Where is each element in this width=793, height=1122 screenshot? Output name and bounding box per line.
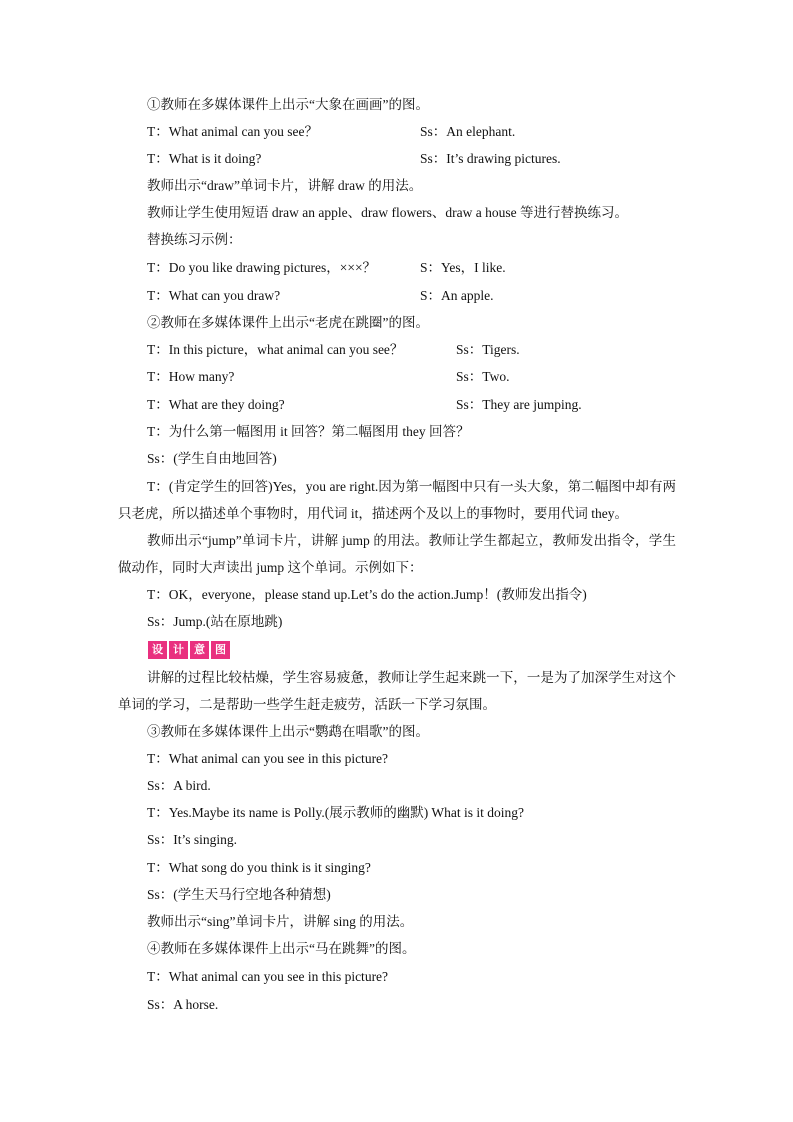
dialogue-teacher: T：Do you like drawing pictures，×××？ [147, 260, 377, 275]
dialogue-teacher: T：How many? [147, 369, 235, 384]
dialogue-teacher: T：What are they doing? [147, 397, 285, 412]
design-intent-paragraph: 讲解的过程比较枯燥，学生容易疲惫，教师让学生起来跳一下，一是为了加深学生对这个单词的学习，二是帮助一些学生赶走疲劳，活跃一下学习氛围。 [118, 670, 676, 712]
dialogue-students: Ss：It’s singing. [147, 832, 238, 847]
dialogue-students: Ss：Jump.(站在原地跳) [147, 614, 283, 629]
dialogue-students: Ss：An elephant. [420, 124, 516, 139]
dialogue-students: Ss：A horse. [147, 997, 219, 1012]
instruction-text: 教师出示“draw”单词卡片，讲解 draw 的用法。 [147, 178, 423, 193]
badge-char: 设 [148, 641, 167, 659]
instruction-text: 教师让学生使用短语 draw an apple、draw flowers、draw a house 等进行替换练习。 [147, 205, 629, 220]
badge-char: 图 [211, 641, 230, 659]
dialogue-teacher: T：What animal can you see？ [147, 124, 318, 139]
dialogue-teacher: T：What can you draw? [147, 288, 281, 303]
step-3-heading: ③教师在多媒体课件上出示“鹦鹉在唱歌”的图。 [147, 724, 429, 739]
design-intent-badge [148, 641, 230, 659]
dialogue-teacher: T：What is it doing? [147, 151, 262, 166]
teacher-explanation-paragraph: T：(肯定学生的回答)Yes，you are right.因为第一幅图中只有一头大象，第二幅图中却有两只老虎，所以描述单个事物时，用代词 it，描述两个及以上的事物时，要用代词 they。 [118, 479, 676, 521]
dialogue-student: S：An apple. [420, 288, 494, 303]
dialogue-teacher: T：What animal can you see in this picture? [147, 969, 389, 984]
dialogue-students: Ss：A bird. [147, 778, 211, 793]
dialogue-students: Ss：(学生天马行空地各种猜想) [147, 887, 331, 902]
dialogue-students: Ss：They are jumping. [456, 397, 582, 412]
dialogue-student: S：Yes，I like. [420, 260, 506, 275]
step-1-heading: ①教师在多媒体课件上出示“大象在画画”的图。 [147, 97, 429, 112]
dialogue-teacher: T：为什么第一幅图用 it 回答？第二幅图用 they 回答？ [147, 424, 470, 439]
dialogue-students: Ss：(学生自由地回答) [147, 451, 277, 466]
step-4-heading: ④教师在多媒体课件上出示“马在跳舞”的图。 [147, 941, 416, 956]
jump-instruction-paragraph: 教师出示“jump”单词卡片，讲解 jump 的用法。教师让学生都起立，教师发出指令，学生做动作，同时大声读出 jump 这个单词。示例如下： [118, 533, 676, 575]
step-2-heading: ②教师在多媒体课件上出示“老虎在跳圈”的图。 [147, 315, 429, 330]
dialogue-students: Ss：Tigers. [456, 342, 520, 357]
badge-char: 计 [169, 641, 188, 659]
dialogue-teacher: T：In this picture，what animal can you see？ [147, 342, 404, 357]
practice-example-label: 替换练习示例： [147, 232, 242, 247]
dialogue-teacher: T：Yes.Maybe its name is Polly.(展示教师的幽默) What is it doing? [147, 805, 524, 820]
dialogue-teacher: T：What song do you think is it singing? [147, 860, 371, 875]
dialogue-students: Ss：Two. [456, 369, 510, 384]
dialogue-teacher: T：OK，everyone，please stand up.Let’s do the action.Jump！(教师发出指令) [147, 587, 587, 602]
dialogue-teacher: T：What animal can you see in this picture? [147, 751, 389, 766]
instruction-text: 教师出示“sing”单词卡片，讲解 sing 的用法。 [147, 914, 414, 929]
badge-char: 意 [190, 641, 209, 659]
dialogue-students: Ss：It’s drawing pictures. [420, 151, 561, 166]
